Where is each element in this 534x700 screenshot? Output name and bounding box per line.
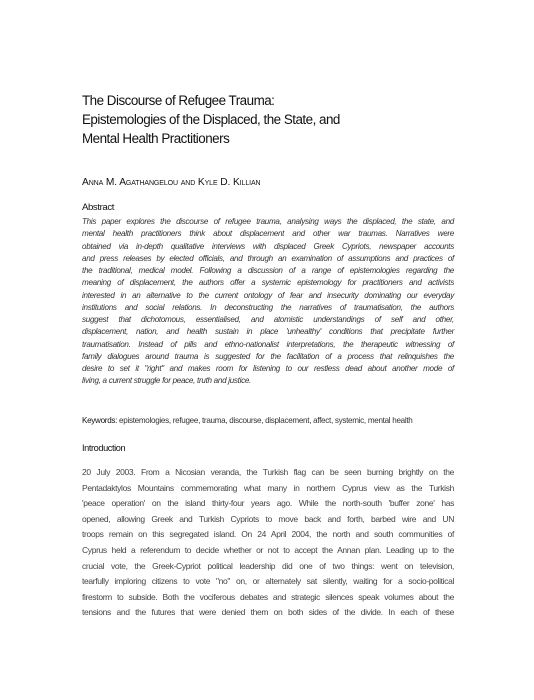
abstract-line: institutions and social relations. In deconstructing the narratives of traumatisation, the authors (82, 302, 454, 312)
title-line-1: The Discourse of Refugee Trauma: (82, 93, 275, 108)
abstract-line: desire to set it "right" and makes room for listening to our restless dead about another mode of (82, 364, 454, 373)
intro-line: tensions and the futures that were denied them on both sides of the divide. In each of these (82, 607, 454, 618)
intro-line: troops remain on this segregated island. On 24 April 2004, the north and south communities of (82, 529, 454, 540)
keywords (82, 416, 454, 425)
paper-authors (82, 177, 260, 188)
intro-line: opened, allowing Greek and Turkish Cypriots to move back and forth, barbed wire and UN (82, 513, 454, 524)
abstract-line: interested in an alternative to the current ontology of fear and insecurity dominating our everyday (82, 290, 454, 300)
abstract-line: family dialogues around trauma is suggested for the facilitation of a process that relinquishes the (82, 351, 454, 361)
paper-title (82, 91, 462, 148)
title-line-3: Mental Health Practitioners (82, 131, 230, 146)
abstract-line: displacement, nation, and health sustain in place 'unhealthy' conditions that precipitate further (82, 327, 454, 337)
intro-line: 20 July 2003. From a Nicosian veranda, the Turkish flag can be seen burning brightly on the (82, 467, 454, 477)
abstract-line: obtained via in-depth qualitative interviews with displaced Greek Cypriots, newspaper accounts (82, 241, 454, 251)
abstract-line: suggest that dichotomous, essentialised, and atomistic understandings of self and other, (82, 315, 454, 324)
intro-line: crucial vote, the Greek-Cypriot political leadership did one of two things: went on television, (82, 560, 454, 571)
intro-line: tearfully imploring citizens to vote "no" on, or alternately sat silently, waiting for a socio-political (82, 576, 454, 587)
abstract-line: meaning of displacement, the authors offer a systemic epistemology for practitioners and activists (82, 278, 454, 288)
abstract-line: and press releases by elected officials, and through an examination of assumptions and practices of (82, 253, 454, 263)
intro-line: firestorm to subside. Both the vociferous debates and strategic silences speak volumes about the (82, 591, 454, 602)
intro-line: Cyprus held a referendum to decide whether or not to accept the Annan plan. Leading up to the (82, 544, 454, 555)
abstract-line: This paper explores the discourse of refugee trauma, analysing ways the displaced, the state, and (82, 217, 454, 226)
keywords-list: epistemologies, refugee, trauma, discourse, displacement, affect, systemic, mental health (119, 416, 413, 425)
introduction-heading: Introduction (82, 443, 126, 453)
author-conjunction: and (180, 177, 196, 188)
title-line-2: Epistemologies of the Displaced, the State, and (82, 112, 340, 127)
abstract-line: mental health practitioners think about displacement and other war traumas. Narratives were (82, 229, 454, 239)
author-1: Anna M. Agathangelou (82, 177, 178, 188)
abstract-line: the traditional, medical model. Following a discussion of a range of epistemologies regarding the (82, 266, 454, 275)
abstract-text (82, 216, 454, 388)
author-2: Kyle D. Killian (197, 177, 261, 188)
intro-line: 'peace operation' on the island thirty-four years ago. While the north-south 'buffer zone' has (82, 498, 454, 509)
abstract-heading: Abstract (82, 202, 114, 213)
keywords-label: Keywords: (82, 416, 118, 425)
intro-line: Pentadaktylos Mountains commemorating what many in northern Cyprus view as the Turkish (82, 482, 454, 493)
introduction-text (82, 465, 454, 621)
abstract-line: living, a current struggle for peace, truth and justice. (82, 376, 252, 386)
abstract-line: traumatisation. Instead of pills and ethno-nationalist interpretations, the therapeutic witnessing of (82, 339, 454, 349)
